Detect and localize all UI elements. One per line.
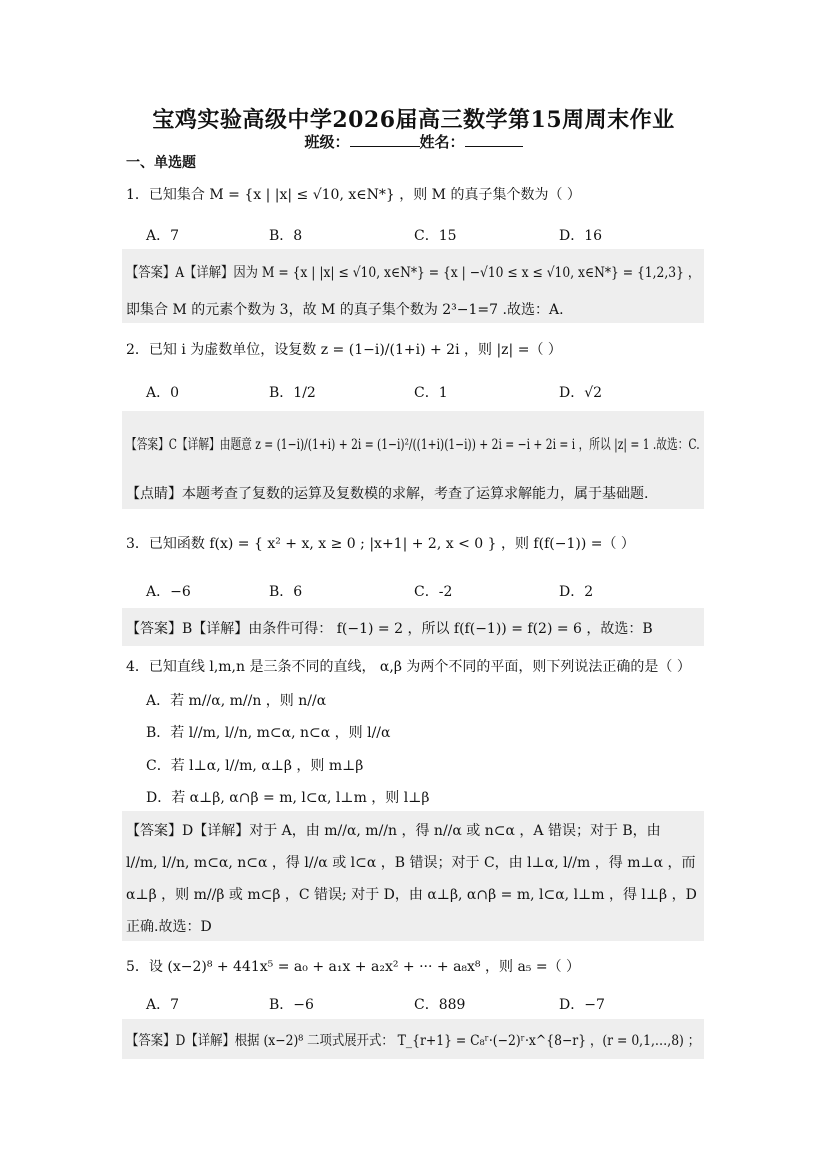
class-label: 班级： — [304, 133, 350, 151]
q2-option-c: C．1 — [414, 385, 448, 401]
name-label: 姓名： — [419, 133, 465, 151]
student-info — [0, 131, 827, 152]
q2-comment-line: 【点睛】本题考查了复数的运算及复数模的求解，考查了运算求解能力，属于基础题. — [126, 486, 649, 502]
q4-answer-line2: l//m, l//n, m⊂α, n⊂α ，得 l//α 或 l⊂α ，B 错误；对于 C，由 l⊥α, l//m ，得 m⊥α ，而 — [126, 855, 696, 871]
q2-option-d: D．√2 — [559, 385, 603, 401]
question-3-stem: 3．已知函数 f(x) = { x² + x, x ≥ 0 ; |x+1| + 2, x < 0 } ，则 f(f(−1)) =（ ） — [126, 536, 635, 552]
q4-option-c: C．若 l⊥α, l//m, α⊥β ，则 m⊥β — [146, 758, 364, 774]
q1-option-b: B．8 — [269, 228, 303, 244]
page-title: 宝鸡实验高级中学2026届高三数学第15周周末作业 — [152, 107, 675, 133]
q4-answer-line1: 【答案】D【详解】对于 A，由 m//α, m//n ，得 n//α 或 n⊂α ，A 错误；对于 B，由 — [126, 823, 661, 839]
q5-option-b: B．−6 — [269, 997, 314, 1013]
name-blank — [465, 132, 523, 147]
class-blank — [350, 132, 420, 147]
q3-option-d: D．2 — [559, 584, 594, 600]
q3-answer-line: 【答案】B【详解】由条件可得： f(−1) = 2 ，所以 f(f(−1)) = f(2) = 6 ，故选：B — [126, 621, 653, 637]
q1-answer-line1: 【答案】A【详解】因为 M = {x | |x| ≤ √10, x∈N*} = {x | −√10 ≤ x ≤ √10, x∈N*} = {1,2,3} ， — [126, 265, 701, 281]
q1-option-c: C．15 — [414, 228, 457, 244]
q5-option-a: A．7 — [146, 997, 180, 1013]
q3-option-b: B．6 — [269, 584, 303, 600]
section-heading: 一、单选题 — [126, 155, 196, 171]
q1-option-a: A．7 — [146, 228, 180, 244]
q4-option-d: D．若 α⊥β, α∩β = m, l⊂α, l⊥m ，则 l⊥β — [146, 790, 430, 806]
q4-answer-line3: α⊥β ，则 m//β 或 m⊂β ，C 错误; 对于 D，由 α⊥β, α∩β = m, l⊂α, l⊥m ，得 l⊥β ，D — [126, 887, 697, 903]
question-1-stem: 1．已知集合 M = {x | |x| ≤ √10, x∈N*} ，则 M 的真子集个数为（ ） — [126, 187, 581, 203]
q3-option-a: A．−6 — [146, 584, 191, 600]
q5-answer-line: 【答案】D【详解】根据 (x−2)⁸ 二项式展开式： T_{r+1} = C₈ʳ·(−2)ʳ·x^{8−r} ，(r = 0,1,…,8) ； — [126, 1033, 701, 1049]
question-2-stem: 2．已知 i 为虚数单位，设复数 z = (1−i)/(1+i) + 2i ，则 |z| =（ ） — [126, 342, 562, 358]
q1-answer-line2: 即集合 M 的元素个数为 3，故 M 的真子集个数为 2³−1=7 .故选：A. — [126, 302, 564, 318]
q1-option-d: D．16 — [559, 228, 603, 244]
q2-option-a: A．0 — [146, 385, 180, 401]
q5-option-c: C．889 — [414, 997, 466, 1013]
q4-answer-line4: 正确.故选：D — [126, 919, 212, 935]
q2-option-b: B．1/2 — [269, 385, 316, 401]
q2-answer-line: 【答案】C【详解】由题意 z = (1−i)/(1+i) + 2i = (1−i)²/((1+i)(1−i)) + 2i = −i + 2i = i ，所以 |z| = 1 .故选：C. — [126, 437, 700, 453]
question-4-stem: 4．已知直线 l,m,n 是三条不同的直线， α,β 为两个不同的平面，则下列说法正确的是（ ） — [126, 659, 691, 675]
q4-option-b: B．若 l//m, l//n, m⊂α, n⊂α ，则 l//α — [146, 725, 391, 741]
q4-option-a: A．若 m//α, m//n ，则 n//α — [146, 693, 327, 709]
q5-option-d: D．−7 — [559, 997, 605, 1013]
q3-option-c: C．-2 — [414, 584, 453, 600]
question-5-stem: 5．设 (x−2)⁸ + 441x⁵ = a₀ + a₁x + a₂x² + ··· + a₈x⁸ ，则 a₅ =（ ） — [126, 959, 581, 975]
